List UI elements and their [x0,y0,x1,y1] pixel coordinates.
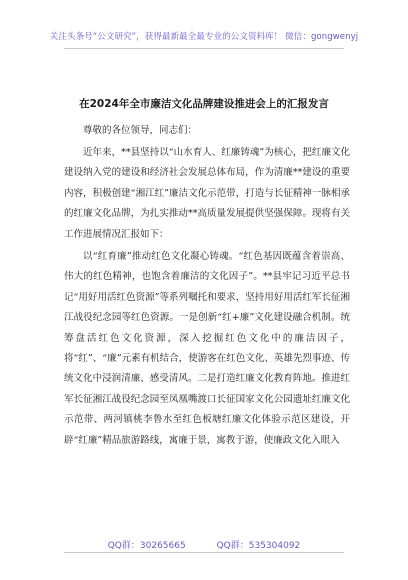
footer-qq-group-2: QQ群：535304092 [216,541,301,551]
footer-qq-group-1: QQ群：30265665 [107,541,186,551]
paragraph-2: 以“红育廉”推动红色文化凝心铸魂。“红色基因既蕴含着崇高、伟大的红色精神，也饱含着廉洁的文化因子”。**县牢记习近平总书记“用好用活红色资源”等系列嘱托和要求，坚持用好用活红军长征湘江战役纪念园等红色资源。一是创新“红+廉”文化建设融合机制。统筹盘活红色文化资源，深入挖掘红色文化中的廉洁因子，将“红”、“廉”元素有机结合，使游客在红色文化、英雄先烈事迹、传统文化中浸润清廉、感受清风。二是打造红廉文化教育阵地。推进红军长征湘江战役纪念园至凤凰嘴渡口长征国家文化公园遗址红廉文化示范带、两河镇桃李鲁水至红色板塘红廉文化体验示范区建设，开辟“红廉”精品旅游路线，寓廉于景，寓教于游，使廉政文化入眼入 [64,251,350,446]
greeting-text: 尊敬的各位领导，同志们： [83,125,198,136]
header-divider [64,48,344,49]
footer-contact [0,538,408,551]
header-notice: 关注头条号“公文研究”，获得最新最全最专业的公文资料库！ 微信：gongwenyj [49,32,359,42]
footer-divider [64,552,344,553]
paragraph-1: 近年来，**县坚持以“山水育人、红廉铸魂”为核心，把红廉文化建设纳入党的建设和经济社会发展总体布局，作为清廉**建设的重要内容，积极创建“湘江红”廉洁文化示范带，打造与长征精神一脉相承的红廉文化品牌，为扎实推动**高质量发展提供坚强保障。现将有关工作进展情况汇报如下： [64,147,350,240]
greeting [64,120,350,142]
document-body [64,120,350,451]
document-title: 在2024年全市廉洁文化品牌建设推进会上的汇报发言 [79,98,329,110]
